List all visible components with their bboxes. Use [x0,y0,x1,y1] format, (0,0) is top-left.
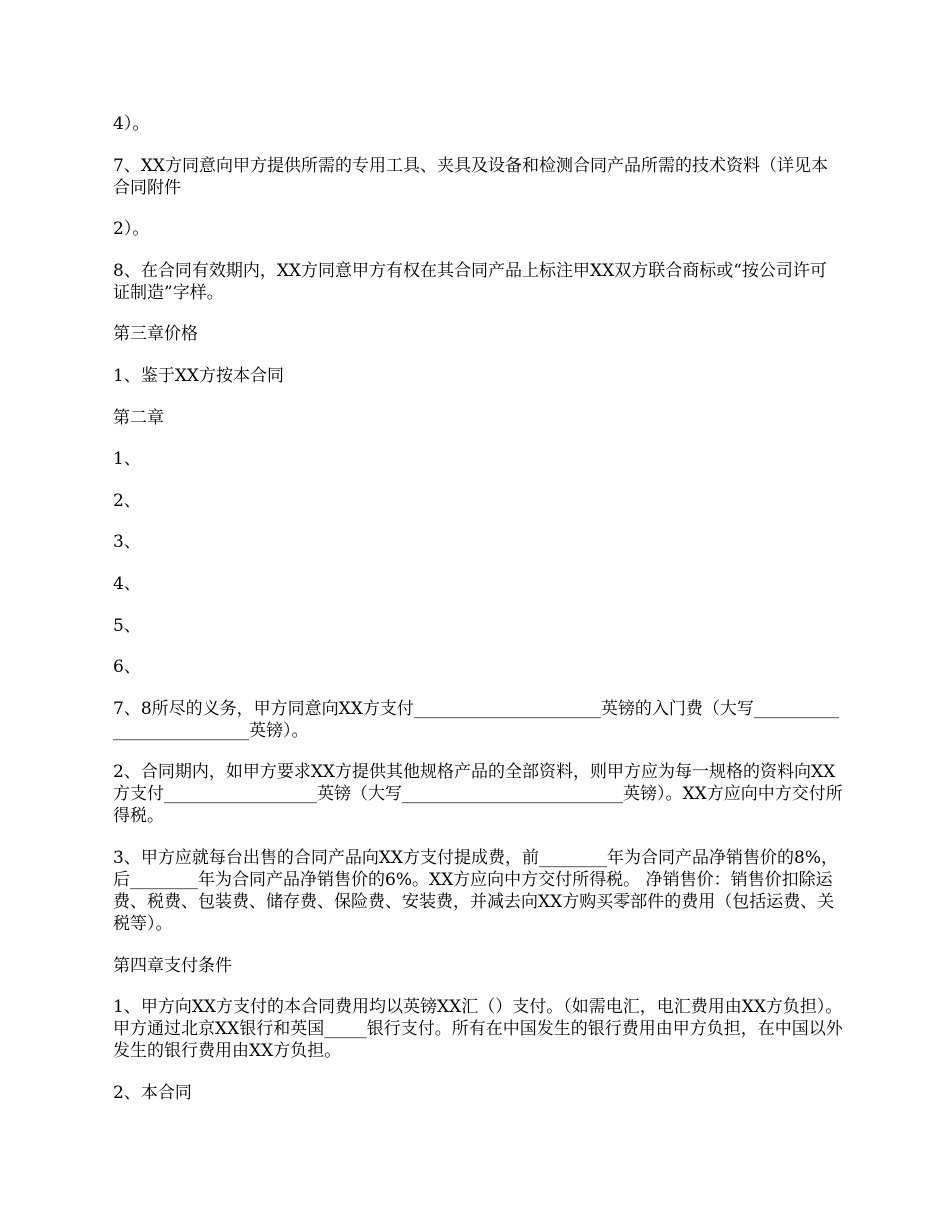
chapter-heading-payment: 第四章支付条件 [113,955,232,976]
paragraph-price-1: 1、鉴于XX方按本合同 [113,365,285,386]
paragraph-other-specs-fee: 2、合同期内，如甲方要求XX方提供其他规格产品的全部资料，则甲方应为每一规格的资料向XX方支付__________________英镑（大写__________________________英镑）。XX方应向中方交付所得税。 [113,762,843,827]
paragraph-payment-1: 1、甲方向XX方支付的本合同费用均以英镑XX汇（）支付。（如需电汇，电汇费用由XX方负担）。甲方通过北京XX银行和英国_____银行支付。所有在中国发生的银行费用由甲方负担，在中国以外发生的银行费用由XX方负担。 [113,997,843,1062]
list-item-2: 2、 [113,490,141,511]
chapter-heading-price: 第三章价格 [113,324,198,345]
paragraph-annex-ref-4: 4）。 [113,114,150,134]
paragraph-payment-2: 2、本合同 [113,1082,192,1103]
list-item-1: 1、 [113,449,141,470]
paragraph-clause-7-tools: 7、XX方同意向甲方提供所需的专用工具、夹具及设备和检测合同产品所需的技术资料（详见本合同附件 [113,155,829,198]
list-item-4: 4、 [113,573,141,594]
document-page [113,113,843,1123]
paragraph-royalty: 3、甲方应就每台出售的合同产品向XX方支付提成费，前________年为合同产品净销售价的8%，后________年为合同产品净销售价的6%。XX方应向中方交付所得税。 净销售价：销售价扣除运费、税费、包装费、储存费、保险费、安装费，并减去向XX方购买零部件的费用（包括运费、关税等）。 [113,847,838,934]
list-item-5: 5、 [113,615,141,636]
list-item-6: 6、 [113,657,141,678]
paragraph-clause-8-trademark: 8、在合同有效期内，XX方同意甲方有权在其合同产品上标注甲XX双方联合商标或“按公司许可证制造”字样。 [113,260,827,303]
chapter-heading-two: 第二章 [113,407,164,428]
paragraph-annex-ref-2: 2）。 [113,219,150,240]
list-item-3: 3、 [113,532,141,553]
paragraph-entry-fee: 7、8所尽的义务，甲方同意向XX方支付______________________英镑的入门费（大写__________________________英镑）。 [113,698,839,741]
